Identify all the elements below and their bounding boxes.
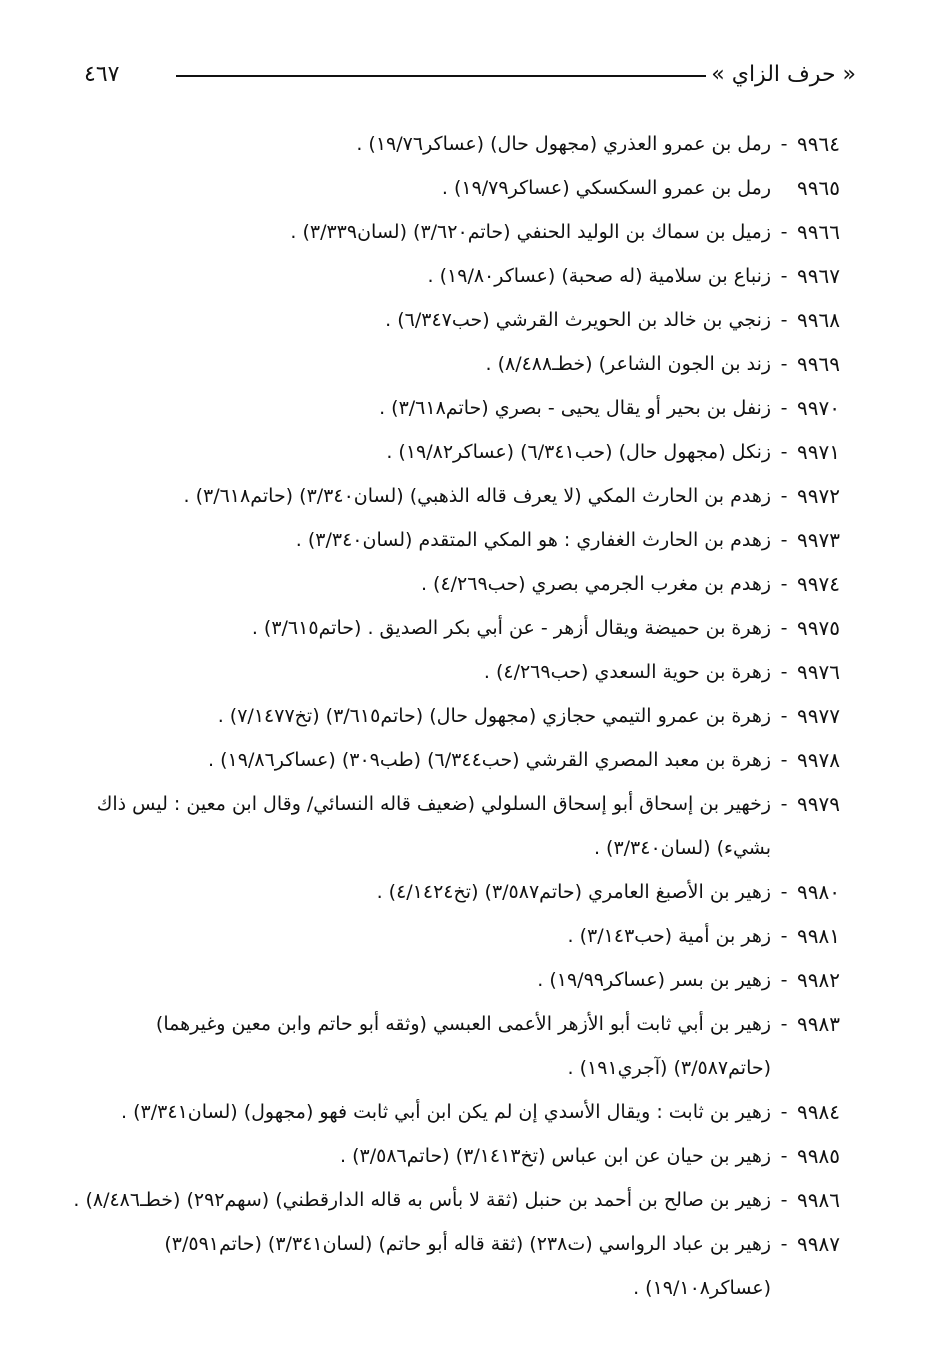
entry xyxy=(70,562,840,606)
entry-number: ٩٩٦٨ xyxy=(797,308,840,332)
entry xyxy=(70,738,840,782)
entry xyxy=(70,694,840,738)
entry-text: زهير بن عباد الرواسي (ت٢٣٨) (ثقة قاله أبو حاتم) (لسان٣/٣٤١) (حاتم٣/٥٩١) (عساكر١٩/١٠٨) . xyxy=(164,1233,772,1299)
entry-dash: - xyxy=(780,749,788,771)
entry xyxy=(70,1178,840,1222)
entry xyxy=(70,210,840,254)
entry-number: ٩٩٨٥ xyxy=(797,1144,840,1168)
entry-dash: - xyxy=(780,353,788,375)
header-rule xyxy=(176,75,706,77)
entry-dash: - xyxy=(780,881,788,903)
entry-text: زهرة بن عمرو التيمي حجازي (مجهول حال) (حاتم٣/٦١٥) (تخ٧/١٤٧٧) . xyxy=(217,705,772,727)
entry xyxy=(70,166,840,210)
entry-text: زنجي بن خالد بن الحويرث القرشي (حب٦/٣٤٧) . xyxy=(385,309,772,331)
entry-dash: - xyxy=(780,1013,788,1035)
entry-text: زخهير بن إسحاق أبو إسحاق السلولي (ضعيف قاله النسائي/ وقال ابن معين : ليس ذاك بشيء) (لسان٣/٣٤٠) . xyxy=(96,793,772,859)
entry-text: رمل بن عمرو العذري (مجهول حال) (عساكر١٩/٧٦) . xyxy=(356,133,772,155)
entry-dash: - xyxy=(780,397,788,419)
entry-number: ٩٩٨٢ xyxy=(797,968,840,992)
entry-text: زنفل بن بحير أو يقال يحيى - بصري (حاتم٣/٦١٨) . xyxy=(379,397,772,419)
entry-dash: - xyxy=(780,573,788,595)
entry xyxy=(70,958,840,1002)
entry-number: ٩٩٧٠ xyxy=(797,396,840,420)
entry xyxy=(70,298,840,342)
entry-number: ٩٩٨٠ xyxy=(797,880,840,904)
entry-number: ٩٩٦٧ xyxy=(797,264,840,288)
entry-number: ٩٩٧٣ xyxy=(797,528,840,552)
entry xyxy=(70,1222,840,1310)
entry-dash: - xyxy=(780,441,788,463)
entry-dash: - xyxy=(780,1233,788,1255)
entry xyxy=(70,782,840,870)
entry-dash: - xyxy=(780,925,788,947)
entry-text: زنكل (مجهول حال) (حب٦/٣٤١) (عساكر١٩/٨٢) . xyxy=(386,441,772,463)
entry-number: ٩٩٨٧ xyxy=(797,1232,840,1256)
page-header xyxy=(84,58,856,98)
entry-number: ٩٩٨١ xyxy=(797,924,840,948)
entry xyxy=(70,254,840,298)
entry-text: زنباع بن سلامية (له صحبة) (عساكر١٩/٨٠) . xyxy=(427,265,772,287)
entry xyxy=(70,518,840,562)
entry-number: ٩٩٧٩ xyxy=(797,792,840,816)
entry-dash: - xyxy=(780,1101,788,1123)
entry-number: ٩٩٦٩ xyxy=(797,352,840,376)
entry-number: ٩٩٧٥ xyxy=(797,616,840,640)
entry-text: رمل بن عمرو السكسكي (عساكر١٩/٧٩) . xyxy=(441,177,772,199)
entry-text: زهدم بن الحارث المكي (لا يعرف قاله الذهبي) (لسان٣/٣٤٠) (حاتم٣/٦١٨) . xyxy=(183,485,772,507)
entry-text: زهير بن الأصبغ العامري (حاتم٣/٥٨٧) (تخ٤/١٤٢٤) . xyxy=(376,881,772,903)
entry xyxy=(70,914,840,958)
entry-dash: - xyxy=(780,793,788,815)
entry-number: ٩٩٦٦ xyxy=(797,220,840,244)
entry xyxy=(70,1090,840,1134)
entry xyxy=(70,474,840,518)
entry-dash: - xyxy=(780,529,788,551)
entry-text: زهرة بن حميضة ويقال أزهر - عن أبي بكر الصديق . (حاتم٣/٦١٥) . xyxy=(251,617,772,639)
entry-text: زهير بن أبي ثابت أبو الأزهر الأعمى العبسي (وثقه أبو حاتم وابن معين وغيرهما) (حاتم٣/٥٨٧) (آجري١٩١) . xyxy=(155,1013,772,1079)
entry-number: ٩٩٧٨ xyxy=(797,748,840,772)
entry-text: زند بن الجون الشاعر) (خطـ٨/٤٨٨) . xyxy=(485,353,772,375)
page-number: ٤٦٧ xyxy=(84,62,120,87)
entry xyxy=(70,1002,840,1090)
entry xyxy=(70,122,840,166)
entry-dash: - xyxy=(780,133,788,155)
entry-text: زهير بن ثابت : ويقال الأسدي إن لم يكن ابن أبي ثابت فهو (مجهول) (لسان٣/٣٤١) . xyxy=(121,1101,772,1123)
entry xyxy=(70,650,840,694)
entry-text: زهرة بن معبد المصري القرشي (حب٦/٣٤٤) (طب٣٠٩) (عساكر١٩/٨٦) . xyxy=(208,749,772,771)
entry-number: ٩٩٨٤ xyxy=(797,1100,840,1124)
chapter-title: « حرف الزاي » xyxy=(711,62,856,87)
entry-dash: - xyxy=(780,705,788,727)
entry xyxy=(70,1134,840,1178)
entry xyxy=(70,430,840,474)
entry-text: زهير بن حيان عن ابن عباس (تخ٣/١٤١٣) (حاتم٣/٥٨٦) . xyxy=(340,1145,772,1167)
entry xyxy=(70,870,840,914)
entry-dash: - xyxy=(780,661,788,683)
entry-number: ٩٩٦٤ xyxy=(797,132,840,156)
entry-number: ٩٩٧٦ xyxy=(797,660,840,684)
entry-text: زهر بن أمية (حب٣/١٤٣) . xyxy=(567,925,772,947)
entry-text: زهير بن صالح بن أحمد بن حنبل (ثقة لا بأس به قاله الدارقطني) (سهم٢٩٢) (خطـ٨/٤٨٦) . xyxy=(73,1189,772,1211)
entry-number: ٩٩٦٥ xyxy=(797,176,840,200)
entry xyxy=(70,342,840,386)
entry-list xyxy=(70,122,840,1310)
entry-dash: - xyxy=(780,1189,788,1211)
entry-text: زهدم بن مغرب الجرمي بصري (حب٤/٢٦٩) . xyxy=(420,573,772,595)
entry-number: ٩٩٧٤ xyxy=(797,572,840,596)
entry-text: زميل بن سماك بن الوليد الحنفي (حاتم٣/٦٢٠) (لسان٣/٣٣٩) . xyxy=(290,221,772,243)
entry-number: ٩٩٧٢ xyxy=(797,484,840,508)
entry-dash: - xyxy=(780,485,788,507)
entry-number: ٩٩٧٧ xyxy=(797,704,840,728)
entry-dash: - xyxy=(780,265,788,287)
entry-dash: - xyxy=(780,309,788,331)
entry-number: ٩٩٧١ xyxy=(797,440,840,464)
entry-text: زهير بن بسر (عساكر١٩/٩٩) . xyxy=(537,969,772,991)
entry-number: ٩٩٨٦ xyxy=(797,1188,840,1212)
entry xyxy=(70,606,840,650)
entry xyxy=(70,386,840,430)
entry-dash: - xyxy=(780,969,788,991)
entry-dash: - xyxy=(780,221,788,243)
entry-number: ٩٩٨٣ xyxy=(797,1012,840,1036)
entry-dash: - xyxy=(780,617,788,639)
entry-dash: - xyxy=(780,1145,788,1167)
entry-text: زهرة بن حوية السعدي (حب٤/٢٦٩) . xyxy=(483,661,772,683)
entry-text: زهدم بن الحارث الغفاري : هو المكي المتقدم (لسان٣/٣٤٠) . xyxy=(295,529,772,551)
